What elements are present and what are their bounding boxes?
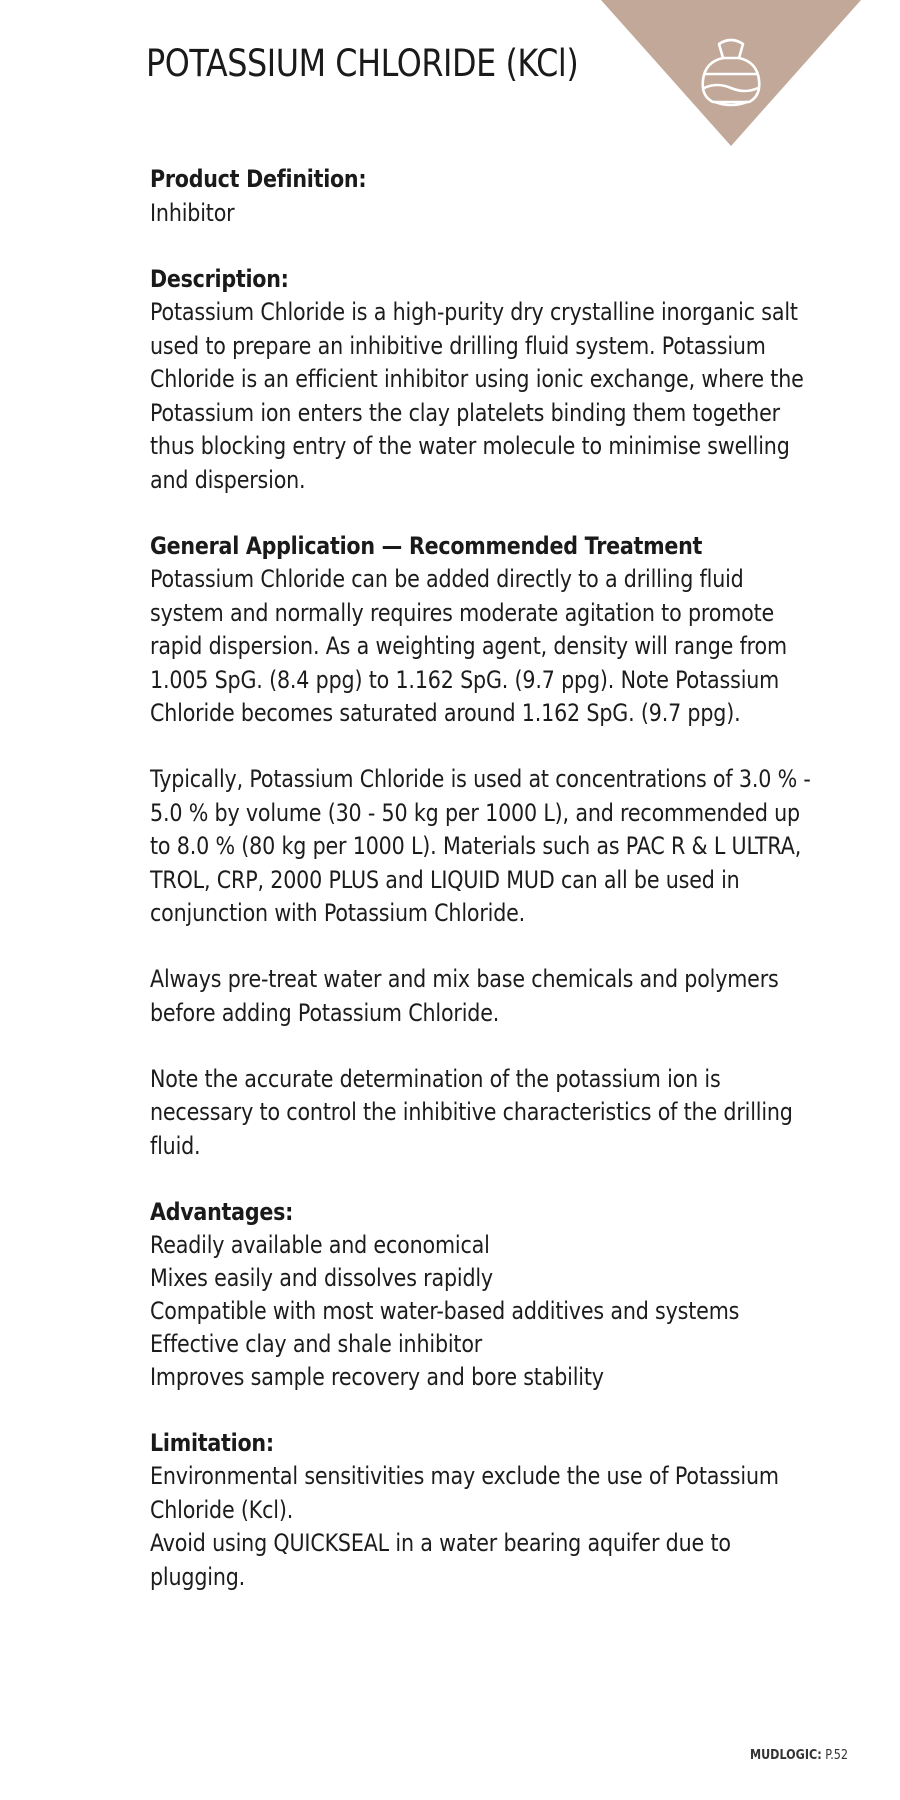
page-footer — [750, 1748, 848, 1763]
general-application-section — [150, 530, 879, 731]
description-heading: Description: — [150, 264, 289, 293]
list-item: Improves sample recovery and bore stability — [150, 1363, 604, 1391]
limitation-section — [150, 1427, 879, 1595]
concentration-section — [150, 763, 879, 931]
pretreat-section — [150, 963, 879, 1030]
advantages-section — [150, 1196, 879, 1395]
application-paragraph: Note the accurate determination of the potassium ion is necessary to control the inhibitive characteristics of the drilling fluid. — [150, 1064, 793, 1160]
list-item: Readily available and economical — [150, 1231, 490, 1259]
product-definition-heading: Product Definition: — [150, 165, 367, 193]
application-paragraph: Always pre-treat water and mix base chemicals and polymers before adding Potassium Chloride. — [150, 965, 779, 1027]
application-paragraph: Potassium Chloride can be added directly to a drilling fluid system and normally requires moderate agitation to promote rapid dispersion. As a weighting agent, density will range from 1.005 SpG. (8.4 ppg) to 1.162 SpG. (9.7 ppg). Note Potassium Chloride becomes saturated around 1.162 SpG. (9.7 ppg). — [150, 565, 787, 727]
footer-brand: MUDLOGIC: — [749, 1748, 822, 1763]
description-section — [150, 263, 879, 498]
limitation-heading: Limitation: — [150, 1428, 274, 1457]
limitation-text: Environmental sensitivities may exclude the use of Potassium Chloride (Kcl). Avoid using QUICKSEAL in a water bearing aquifer due to plugging. — [150, 1462, 779, 1591]
advantages-heading: Advantages: — [150, 1197, 294, 1226]
corner-triangle-badge — [601, 0, 861, 146]
potassium-note-section — [150, 1063, 879, 1164]
page-title: POTASSIUM CHLORIDE (KCl) — [146, 42, 579, 85]
main-content — [150, 163, 879, 1627]
list-item: Effective clay and shale inhibitor — [150, 1330, 483, 1358]
list-item: Compatible with most water-based additives and systems — [150, 1297, 740, 1325]
description-text: Potassium Chloride is a high-purity dry crystalline inorganic salt used to prepare an inhibitive drilling fluid system. Potassium Chloride is an efficient inhibitor using ionic exchange, where the Potassium ion enters the clay platelets binding them together thus blocking entry of the water molecule to minimise swelling and dispersion. — [150, 298, 804, 494]
page-number: P.52 — [825, 1748, 848, 1763]
general-application-heading: General Application — Recommended Treatment — [150, 531, 703, 560]
product-definition-text: Inhibitor — [150, 198, 235, 227]
advantages-list — [150, 1229, 879, 1394]
product-definition-section — [150, 163, 879, 230]
list-item: Mixes easily and dissolves rapidly — [150, 1264, 493, 1292]
application-paragraph: Typically, Potassium Chloride is used at concentrations of 3.0 % - 5.0 % by volume (30 - 50 kg per 1000 L), and recommended up to 8.0 % (80 kg per 1000 L). Materials such as PAC R & L ULTRA, TROL, CRP, 2000 PLUS and LIQUID MUD can all be used in conjunction with Potassium Chloride. — [150, 765, 811, 927]
